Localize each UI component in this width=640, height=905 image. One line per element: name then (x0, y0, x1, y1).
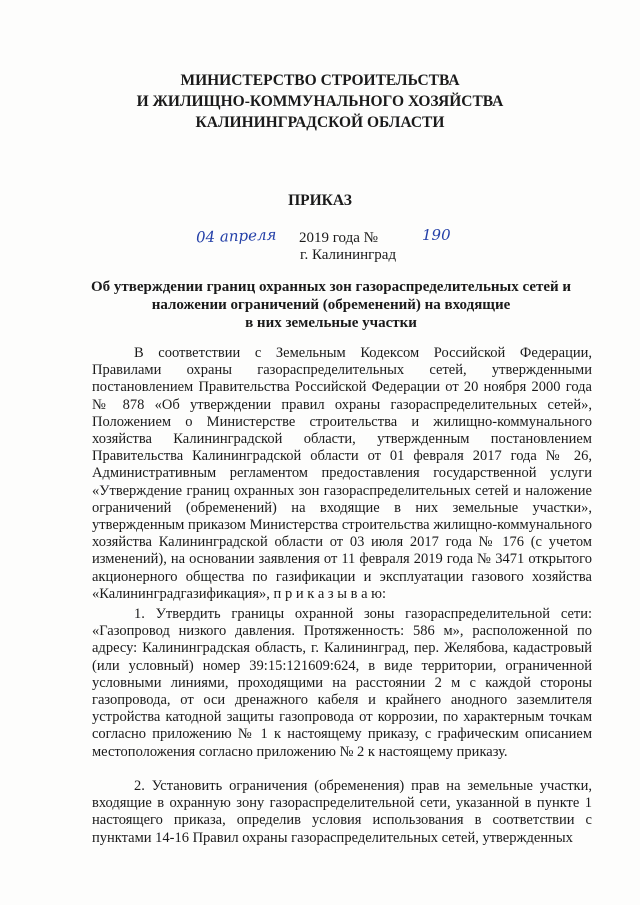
handwritten-date: 04 апреля (195, 225, 277, 247)
ministry-line-1: МИНИСТЕРСТВО СТРОИТЕЛЬСТВА (180, 72, 460, 89)
order-title: ПРИКАЗ (288, 192, 352, 209)
subject-line-1: Об утверждении границ охранных зон газораспределительных сетей и (90, 279, 572, 295)
handwritten-order-number: 190 (422, 226, 451, 244)
body-paragraph-2: 1. Утвердить границы охранной зоны газораспределительной сети: «Газопровод низкого давления. Протяженность: 586 м», расположенной по адресу: Калининградская область, г. Калининград, пер. Желябова, кадастровый (или условный) номер 39:15:121609:624, в виде территории, ограниченной условными линиями, проходящими на расстоянии 2 м с каждой стороны газопровода, от оси дренажного кабеля и крайнего анодного заземлителя устройства катодной защиты газопровода от коррозии, по характерным точкам согласно приложению № 1 к настоящему приказу, с графическим описанием местоположения согласно приложению № 2 к настоящему приказу. (92, 606, 592, 760)
subject-line-2: наложении ограничений (обременений) на входящие (151, 297, 511, 313)
body-paragraph-3-block (92, 778, 592, 847)
order-city: г. Калининград (300, 247, 397, 263)
body-paragraph-2-block (92, 606, 592, 761)
body-paragraph-3: 2. Установить ограничения (обременения) прав на земельные участки, входящие в охранную зону газораспределительной сети, указанной в пункте 1 настоящего приказа, определив условия использования в соответствии с пунктами 14-16 Правил охраны газораспределительных сетей, утвержденных (92, 778, 592, 846)
body-paragraph-1: В соответствии с Земельным Кодексом Российской Федерации, Правилами охраны газораспределительных сетей, утвержденными постановлением Правительства Российской Федерации от 20 ноября 2000 года № 878 «Об утверждении правил охраны газораспределительных сетей», Положением о Министерстве строительства и жилищно-коммунального хозяйства Калининградской области, утвержденным постановлением Правительства Калининградской области от 01 февраля 2017 года № 26, Административным регламентом предоставления государственной услуги «Утверждение границ охранных зон газораспределительных сетей и наложение ограничений (обременений) на входящие в них земельные участки», утвержденным приказом Министерства строительства жилищно-коммунального хозяйства Калининградской области от 03 июля 2017 года № 176 (с учетом изменений), на основании заявления от 11 февраля 2019 года № 3471 открытого акционерного общества по газификации и эксплуатации газового хозяйства «Калининградгазификация», п р и к а з ы в а ю: (92, 345, 592, 602)
body-paragraph-1-block (92, 345, 592, 603)
subject-line-3: в них земельные участки (245, 315, 417, 331)
ministry-line-2: И ЖИЛИЩНО-КОММУНАЛЬНОГО ХОЗЯЙСТВА (136, 93, 504, 110)
order-year-text: 2019 года № (299, 230, 378, 246)
ministry-header (0, 70, 640, 133)
order-subject (80, 278, 582, 332)
ministry-line-3: КАЛИНИНГРАДСКОЙ ОБЛАСТИ (195, 114, 445, 131)
